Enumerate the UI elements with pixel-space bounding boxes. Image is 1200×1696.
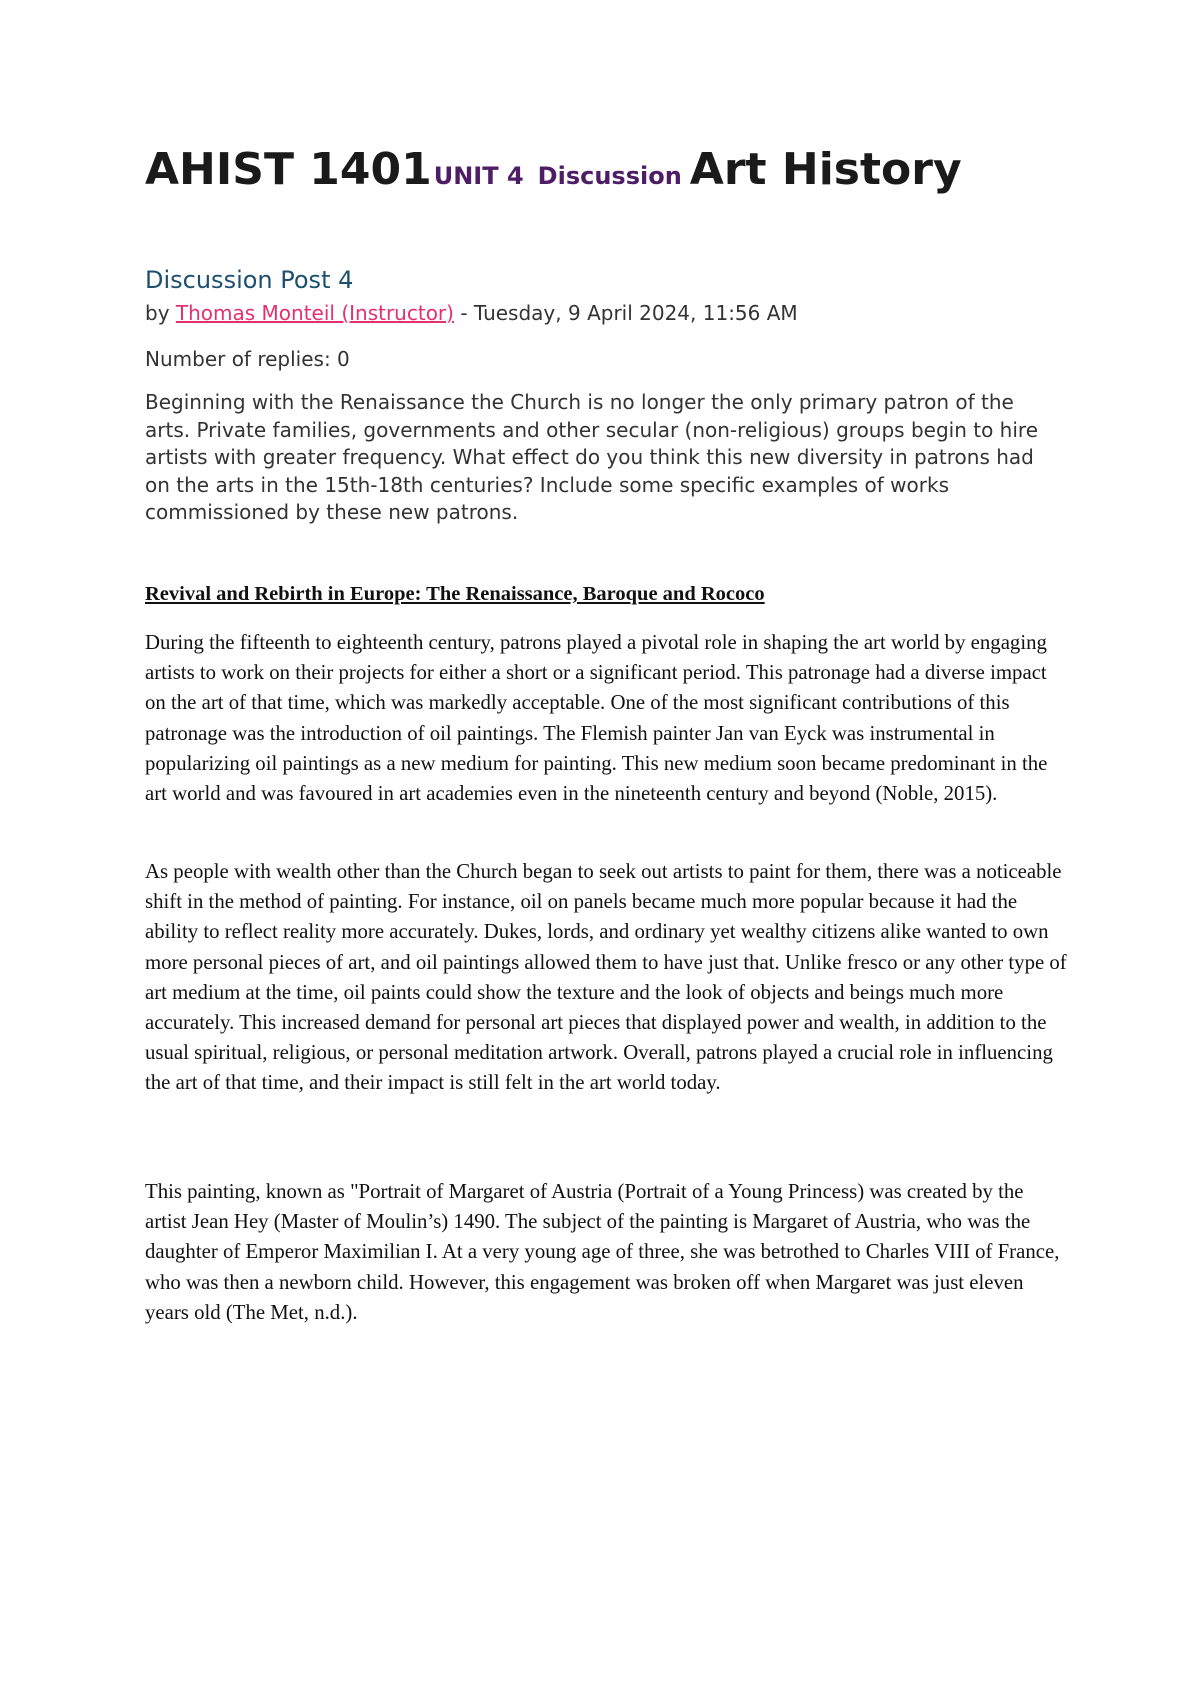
reply-count: Number of replies: 0	[145, 347, 350, 371]
post-date: - Tuesday, 9 April 2024, 11:56 AM	[453, 301, 798, 325]
discussion-label: Discussion	[537, 162, 682, 190]
post-title: Discussion Post 4	[145, 266, 354, 294]
essay-paragraph: During the fifteenth to eighteenth century, patrons played a pivotal role in shaping the art world by engaging artists to work on their projects for either a short or a significant period. This patronage had a diverse impact on the art of that time, which was markedly acceptable. One of the most significant contributions of this patronage was the introduction of oil paintings. The Flemish painter Jan van Eyck was instrumental in popularizing oil paintings as a new medium for painting. This new medium soon became predominant in the art world and was favoured in art academies even in the nineteenth century and beyond (Noble, 2015).	[145, 631, 1048, 806]
author-link[interactable]: Thomas Monteil (Instructor)	[175, 301, 454, 325]
document-header	[145, 144, 962, 195]
essay-paragraph: As people with wealth other than the Church began to seek out artists to paint for them, there was a noticeable shift in the method of painting. For instance, oil on panels became much more popular because it had the ability to reflect reality more accurately. Dukes, lords, and ordinary yet wealthy citizens alike wanted to own more personal pieces of art, and oil paintings allowed them to have just that. Unlike fresco or any other type of art medium at the time, oil paints could show the texture and the look of objects and beings much more accurately. This increased demand for personal art pieces that displayed power and wealth, in addition to the usual spiritual, religious, or personal meditation artwork. Overall, patrons played a crucial role in influencing the art of that time, and their impact is still felt in the art world today.	[145, 860, 1067, 1095]
course-code: AHIST 1401	[145, 144, 432, 195]
unit-label: UNIT 4	[433, 162, 524, 190]
course-name: Art History	[689, 144, 962, 195]
essay-paragraph: This painting, known as "Portrait of Margaret of Austria (Portrait of a Young Princess) was created by the artist Jean Hey (Master of Moulin’s) 1490. The subject of the painting is Margaret of Austria, who was the daughter of Emperor Maximilian I. At a very young age of three, she was betrothed to Charles VIII of France, who was then a newborn child. However, this engagement was broken off when Margaret was just eleven years old (The Met, n.d.).	[145, 1180, 1060, 1324]
discussion-prompt: Beginning with the Renaissance the Church is no longer the only primary patron of the arts. Private families, governments and other secular (non-religious) groups begin to hire artists with greater frequency. What effect do you think this new diversity in patrons had on the arts in the 15th-18th centuries? Include some specific examples of works commissioned by these new patrons.	[145, 390, 1038, 524]
essay-heading: Revival and Rebirth in Europe: The Renaissance, Baroque and Rococo	[145, 583, 765, 605]
byline-prefix: by	[145, 301, 176, 325]
post-byline	[145, 301, 798, 325]
